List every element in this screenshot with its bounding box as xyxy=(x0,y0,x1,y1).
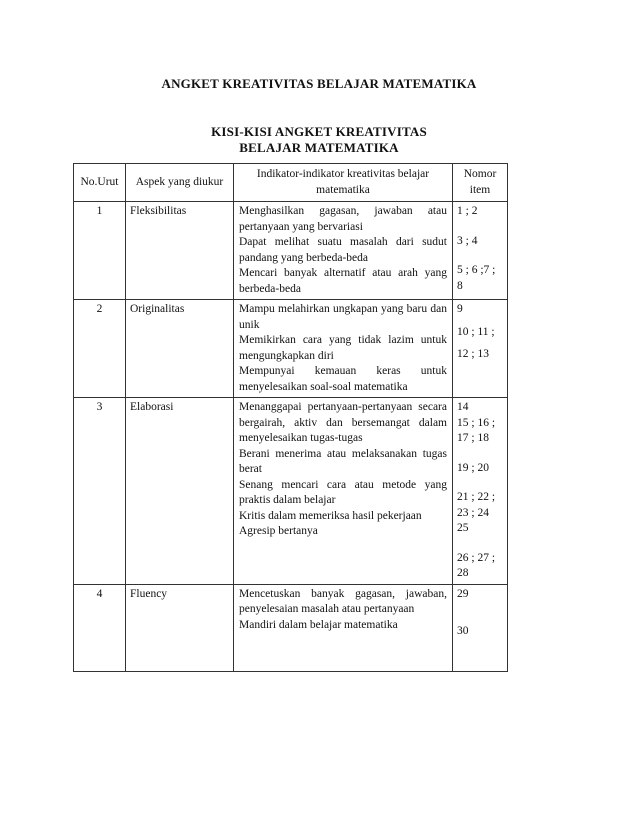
item-numbers: 10 ; 11 ; xyxy=(457,325,495,338)
item-numbers: 5 ; 6 ;7 ; 8 xyxy=(457,264,496,292)
item-number-cell xyxy=(453,202,508,300)
indicator-text: Mencetuskan banyak gagasan, jawaban, penyelesaian masalah atau pertanyaan xyxy=(239,587,447,615)
indicator-text: Senang mencari cara atau metode yang praktis dalam belajar xyxy=(239,478,447,506)
item-numbers: 9 xyxy=(457,303,463,315)
item-numbers: 26 ; 27 ; 28 xyxy=(457,551,496,579)
item-numbers: 30 xyxy=(457,625,469,637)
item-numbers: 1 ; 2 xyxy=(457,205,478,217)
indicator-cell xyxy=(234,398,453,585)
indicator-text: Mampu melahirkan ungkapan yang baru dan unik xyxy=(239,303,447,331)
item-numbers: 14 xyxy=(457,401,469,413)
kisi-kisi-table xyxy=(73,163,508,672)
table-row xyxy=(74,202,508,300)
indicator-cell xyxy=(234,584,453,671)
item-numbers: 15 ; 16 ; 17 ; 18 xyxy=(457,416,496,444)
indicator-text: Mencari banyak alternatif atau arah yang berbeda-beda xyxy=(239,267,447,295)
header-no-urut: No.Urut xyxy=(74,164,126,202)
aspect-cell: Elaborasi xyxy=(126,398,234,585)
indicator-text: Dapat melihat suatu masalah dari sudut pandang yang berbeda-beda xyxy=(239,236,447,264)
item-number-cell xyxy=(453,584,508,671)
item-numbers: 3 ; 4 xyxy=(457,234,478,247)
table-row xyxy=(74,398,508,585)
aspect-cell: Originalitas xyxy=(126,300,234,398)
table-row xyxy=(74,584,508,671)
document-title: ANGKET KREATIVITAS BELAJAR MATEMATIKA xyxy=(161,76,477,91)
row-number: 2 xyxy=(74,300,126,398)
header-aspek: Aspek yang diukur xyxy=(126,164,234,202)
table-header-row xyxy=(74,164,508,202)
indicator-text: Menanggapai pertanyaan-pertanyaan secara bergairah, aktiv dan bersemangat dalam menyelesaikan tugas-tugas xyxy=(239,401,447,444)
item-number-cell xyxy=(453,398,508,585)
aspect-cell: Fluency xyxy=(126,584,234,671)
row-number: 3 xyxy=(74,398,126,585)
table-row xyxy=(74,300,508,398)
indicator-text: Kritis dalam memeriksa hasil pekerjaan xyxy=(239,509,422,522)
indicator-cell xyxy=(234,202,453,300)
indicator-text: Memikirkan cara yang tidak lazim untuk mengungkapkan diri xyxy=(239,334,447,362)
table-title-line-1: KISI-KISI ANGKET KREATIVITAS xyxy=(211,124,427,139)
header-indikator: Indikator-indikator kreativitas belajar matematika xyxy=(234,164,453,202)
indicator-text: Mandiri dalam belajar matematika xyxy=(239,618,398,631)
row-number: 1 xyxy=(74,202,126,300)
indicator-text: Menghasilkan gagasan, jawaban atau pertanyaan yang bervariasi xyxy=(239,205,447,233)
aspect-cell: Fleksibilitas xyxy=(126,202,234,300)
item-numbers: 25 xyxy=(457,522,469,534)
item-numbers: 12 ; 13 xyxy=(457,348,489,360)
indicator-text: Agresip bertanya xyxy=(239,525,318,537)
row-number: 4 xyxy=(74,584,126,671)
indicator-text: Mempunyai kemauan keras untuk menyelesaikan soal-soal matematika xyxy=(239,365,447,393)
item-numbers: 19 ; 20 xyxy=(457,461,489,474)
indicator-text: Berani menerima atau melaksanakan tugas berat xyxy=(239,447,447,475)
indicator-cell xyxy=(234,300,453,398)
item-numbers: 29 xyxy=(457,587,469,600)
item-number-cell xyxy=(453,300,508,398)
item-numbers: 21 ; 22 ; 23 ; 24 xyxy=(457,491,496,519)
table-title-line-2: BELAJAR MATEMATIKA xyxy=(239,140,399,155)
header-nomor-item: Nomor item xyxy=(453,164,508,202)
